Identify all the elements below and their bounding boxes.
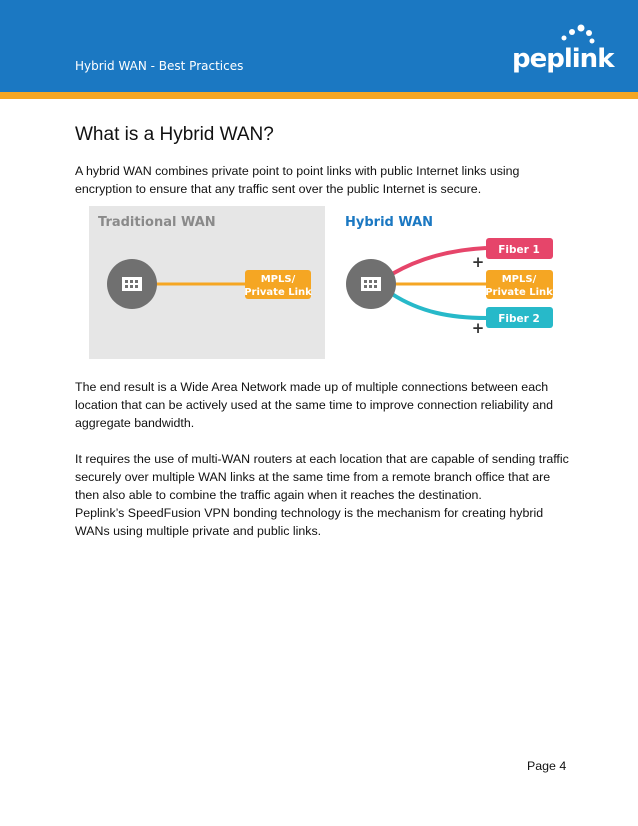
plus-top: + [471,253,485,271]
hybrid-mpls-line1: MPLS/ [501,274,537,285]
section-heading: What is a Hybrid WAN? [75,124,274,145]
fiber1-label: Fiber 1 [498,244,540,256]
fiber2-label: Fiber 2 [498,313,540,325]
fiber2-line [392,294,486,318]
hybrid-title: Hybrid WAN [345,215,434,230]
plus-bottom: + [471,319,485,337]
traditional-title: Traditional WAN [98,215,216,230]
intro-paragraph: A hybrid WAN combines private point to point links with public Internet links using encryption to ensure that any traffic sent over the public Internet is secure. [75,164,520,196]
body-paragraph-1: The end result is a Wide Area Network made up of multiple connections between each location that can be actively used at the same time to improve connection reliability and aggregate bandwidth. [75,380,553,430]
building-icon [361,277,381,291]
document-title: Hybrid WAN - Best Practices [75,59,244,73]
hybrid-mpls-line2: Private Link [485,287,553,298]
traditional-mpls-line2: Private Link [244,287,312,298]
body-paragraph-3: Peplink’s SpeedFusion VPN bonding technology is the mechanism for creating hybrid WANs using multiple private and public links. [75,506,544,538]
peplink-logo: peplink [512,44,614,74]
traditional-mpls-line1: MPLS/ [260,274,296,285]
body-paragraph-2: It requires the use of multi-WAN routers at each location that are capable of sending traffic securely over multiple WAN links at the same time from a remote branch office that are then also able to combine the traffic again when it reaches the destination. [75,452,569,502]
building-icon [122,277,142,291]
page-number: Page 4 [527,759,567,773]
